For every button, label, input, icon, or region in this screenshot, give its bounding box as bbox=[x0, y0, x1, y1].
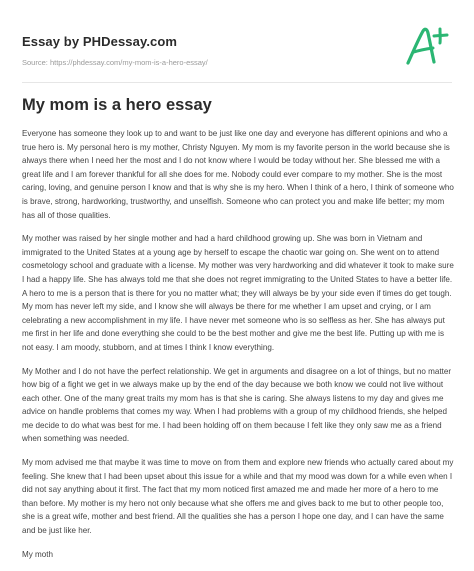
source-link[interactable]: https://phdessay.com/my-mom-is-a-hero-essay/ bbox=[49, 58, 208, 67]
site-brand[interactable]: Essay by PHDessay.com bbox=[22, 34, 178, 49]
essay-title: My mom is a hero essay bbox=[22, 96, 212, 114]
essay-paragraph-5: My moth bbox=[22, 549, 54, 559]
essay-paragraph-4: My mom advised me that maybe it was time to move on from them and explore new friends who actually cared about my feeling. She knew that I had been upset about this issue for a while and that my mood was down for a while even when I did not say anything about it first. The fact that my mom noticed first amazed me and made her more of a hero to me than before. My mother is my hero not only because what she offers me and gives back to me but to other people too, she is a great wife, mother and best friend. All the qualities she has a person I hope one day, and I can have the same and be just like her. bbox=[22, 458, 454, 536]
source-line bbox=[22, 58, 452, 67]
essay-body bbox=[22, 127, 454, 571]
a-plus-grade-icon bbox=[404, 26, 450, 66]
essay-paragraph-1: Everyone has someone they look up to and want to be just like one day and everyone has different opinions and who a true hero is. My personal hero is my mother, Christy Nguyen. My mom is my favorite person in the world because she is always there when I need her the most and I do not know where I would be today without her. She blessed me with a great life and I am forever thankful for all she does for me. Nobody could ever compare to my mother. She is the most caring, loving, and genuine person I know and that is why she is my hero. When I think of a hero, I think of someone who is brave, strong, hardworking, trustworthy, and unselfish. Someone who can protect you and make life better; my mom has all of those qualities. bbox=[22, 129, 454, 220]
header-divider bbox=[22, 82, 452, 83]
source-label: Source: bbox=[22, 58, 50, 67]
essay-paragraph-3: My Mother and I do not have the perfect relationship. We get in arguments and disagree on a lot of things, but no matter how big of a fight we get in we always make up by the end of the day because we both know we could not live without each other. One of the many great traits my mom has is that she is caring. She always listens to my day and gives me advice on handle problems that comes my way. When I had problems with a group of my childhood friends, she helped me decide to do what was best for me. I had been holding off on them because I felt like they only saw me as a friend when something was needed. bbox=[22, 366, 452, 444]
essay-paragraph-2: My mother was raised by her single mother and had a hard childhood growing up. She was born in Vietnam and immigrated to the United States at a young age by herself to escape the chaotic war going on. She went on to attend cosmetology school and graduate with a license. My mother was very hardworking and did whatever it took to make sure I had a happy life. She has always told me that she does not regret immigrating to the United States to have a better life. A hero to me is a person that is there for you no matter what; they will always be by your side even if times do get tough. My mom has never left my side, and I know she will always be there for me whether I am upset and crying, or I am celebrating a new accomplishment in my life. I have never met someone who is so selfless as her. She has always put me first in her life and done everything she could to be the best mother and give me the best life. Putting up with me is not easy. I am moody, stubborn, and at times I think I know everything. bbox=[22, 234, 454, 352]
page-header bbox=[22, 34, 452, 67]
